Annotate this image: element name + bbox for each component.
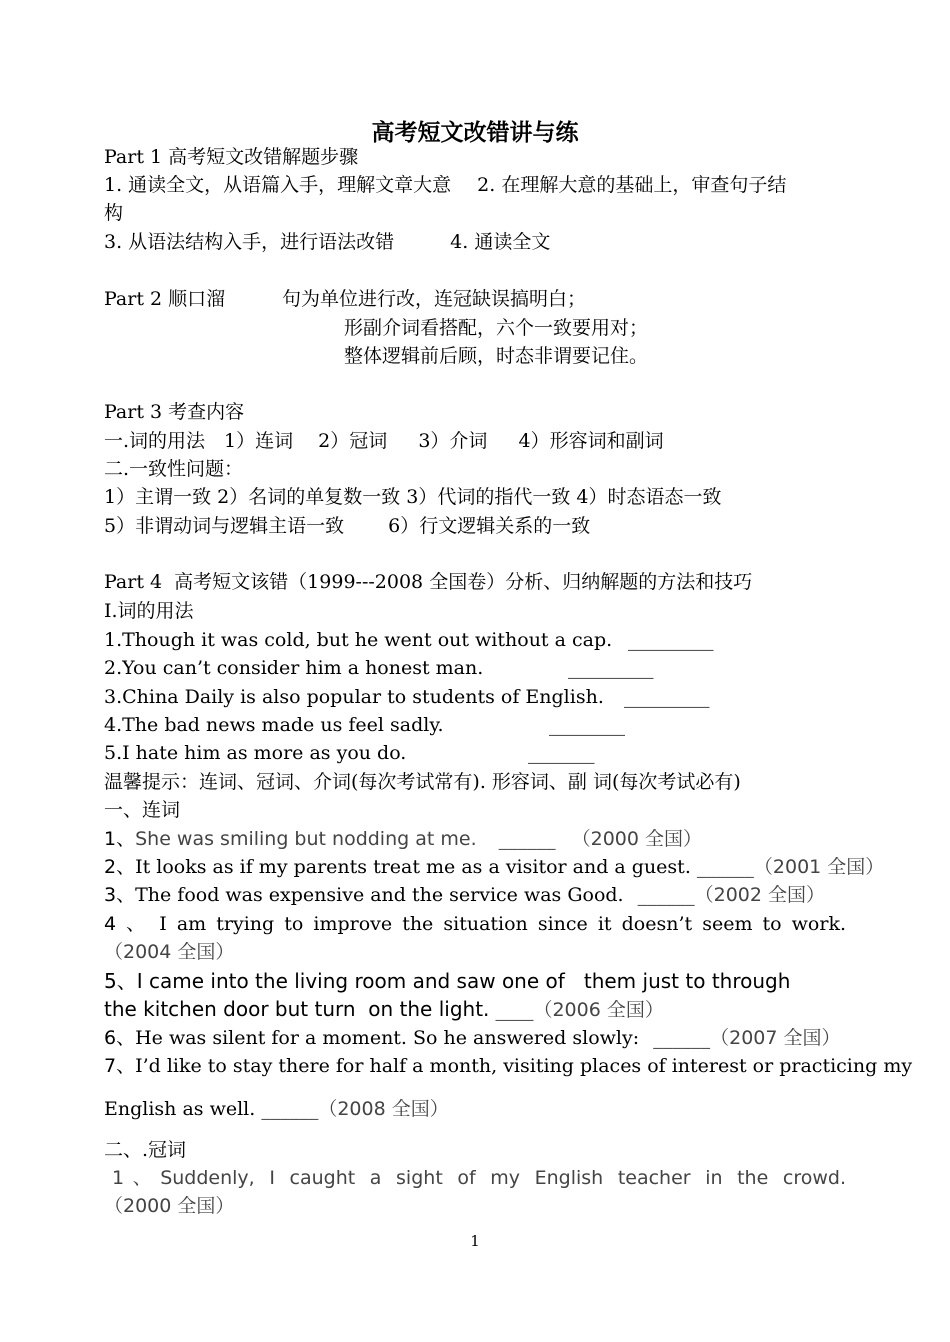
article-q1-number: 1、 xyxy=(112,1167,161,1189)
q1-year: （2000 全国） xyxy=(571,828,703,850)
exercise-sentence: 3.China Daily is also popular to students of English. xyxy=(104,686,604,708)
conjunction-q3 xyxy=(104,881,825,909)
q5-number: 5、 xyxy=(104,969,137,993)
part1-step4: 4. 通读全文 xyxy=(450,231,551,253)
conjunction-q2 xyxy=(104,853,884,881)
part4-subheading: I.词的用法 xyxy=(104,600,194,622)
q1-blank: ______ xyxy=(498,828,556,850)
tip-text: 温馨提示：连词、冠词、介词(每次考试常有). 形容词、副 词(每次考试必有) xyxy=(104,771,741,793)
q4-number: 4 、 xyxy=(104,913,150,935)
page-number: 1 xyxy=(470,1232,480,1250)
conjunction-q1 xyxy=(104,825,702,853)
exercise-item xyxy=(104,711,444,739)
conjunction-q7-continued xyxy=(104,1095,449,1123)
q1-number: 1、 xyxy=(104,828,136,850)
conjunction-heading: 一、连词 xyxy=(104,799,181,821)
q3-year: （2002 全国） xyxy=(694,884,826,906)
exercise-item xyxy=(104,626,612,654)
answer-blank: ________ xyxy=(549,714,625,736)
q2-year: （2001 全国） xyxy=(753,856,885,878)
q5-blank: ____ xyxy=(495,999,534,1021)
answer-blank: _______ xyxy=(528,742,595,764)
article-q1-year: （2000 全国） xyxy=(104,1195,235,1217)
conjunction-q6 xyxy=(104,1024,841,1052)
part1-step1: 1. 通读全文，从语篇入手，理解文章大意 xyxy=(104,174,452,196)
q5-sentence: I came into the living room and saw one of them just to through xyxy=(136,969,791,993)
q7-number: 7、 xyxy=(104,1055,136,1077)
q7-sentence-continued: English as well. xyxy=(104,1098,256,1120)
q6-blank: ______ xyxy=(653,1027,711,1049)
part1-steps-row2 xyxy=(104,228,550,256)
part1-heading: Part 1 高考短文改错解题步骤 xyxy=(104,146,359,168)
q3-blank: ______ xyxy=(637,884,695,906)
article-q1 xyxy=(112,1164,846,1192)
q7-blank: ______ xyxy=(261,1098,319,1120)
exercise-sentence: 2.You can’t consider him a honest man. xyxy=(104,657,484,679)
article-heading: 二、.冠词 xyxy=(104,1139,187,1161)
q6-sentence: He was silent for a moment. So he answered slowly: xyxy=(135,1027,640,1049)
q3-number: 3、 xyxy=(104,884,136,906)
exercise-item xyxy=(104,654,483,682)
q7-year: （2008 全国） xyxy=(318,1098,449,1120)
answer-blank: _________ xyxy=(624,686,710,708)
q6-year: （2007 全国） xyxy=(710,1027,841,1049)
part3-consistency-items1: 1）主谓一致 2）名词的单复数一致 3）代词的指代一致 4）时态语态一致 xyxy=(104,486,722,508)
conjunction-q7 xyxy=(104,1052,912,1080)
part2-rhyme-line2: 形副介词看搭配，六个一致要用对； xyxy=(344,317,649,339)
part2-rhyme-line1: 句为单位进行改，连冠缺误搞明白； xyxy=(282,288,587,310)
exercise-item xyxy=(104,683,604,711)
exercise-item xyxy=(104,739,406,767)
exercise-sentence: 1.Though it was cold, but he went out without a cap. xyxy=(104,629,613,651)
q4-year: （2004 全国） xyxy=(104,941,235,963)
part1-steps-row1 xyxy=(104,171,786,199)
exercise-sentence: 4.The bad news made us feel sadly. xyxy=(104,714,444,736)
part2-rhyme-line3: 整体逻辑前后顾，时态非谓要记住。 xyxy=(344,345,649,367)
answer-blank: _________ xyxy=(568,657,654,679)
q6-number: 6、 xyxy=(104,1027,136,1049)
conjunction-q5 xyxy=(104,967,790,995)
part3-heading: Part 3 考查内容 xyxy=(104,401,245,423)
q2-blank: ______ xyxy=(696,856,754,878)
q5-sentence-continued: the kitchen door but turn on the light. xyxy=(104,997,490,1021)
conjunction-q5-continued xyxy=(104,995,664,1024)
part2-heading: Part 2 顺口溜 xyxy=(104,288,226,310)
part1-step3: 3. 从语法结构入手，进行语法改错 xyxy=(104,231,395,253)
part3-word-usage: 一.词的用法 1）连词 2）冠词 3）介词 4）形容词和副词 xyxy=(104,430,664,452)
exercise-sentence: 5.I hate him as more as you do. xyxy=(104,742,407,764)
page-title: 高考短文改错讲与练 xyxy=(371,119,579,146)
part3-consistency-items2: 5）非谓动词与逻辑主语一致 6）行文逻辑关系的一致 xyxy=(104,515,591,537)
part4-heading: Part 4 高考短文该错（1999---2008 全国卷）分析、归纳解题的方法和技巧 xyxy=(104,571,753,593)
q1-sentence: She was smiling but nodding at me. xyxy=(135,828,477,850)
conjunction-q4 xyxy=(104,910,846,938)
part1-step2-continued: 构 xyxy=(104,202,124,224)
part1-step2: 2. 在理解大意的基础上，审查句子结 xyxy=(477,174,787,196)
q4-sentence: I am trying to improve the situation since it doesn’t seem to work. xyxy=(159,913,847,935)
q3-sentence: The food was expensive and the service was Good. xyxy=(135,884,624,906)
answer-blank: _________ xyxy=(628,629,714,651)
part3-consistency-heading: 二.一致性问题： xyxy=(104,458,244,480)
q2-number: 2、 xyxy=(104,856,136,878)
q7-sentence: I’d like to stay there for half a month, visiting places of interest or practicing my xyxy=(135,1055,913,1077)
q5-year: （2006 全国） xyxy=(533,999,664,1021)
q2-sentence: It looks as if my parents treat me as a visitor and a guest. xyxy=(135,856,691,878)
article-q1-sentence: Suddenly, I caught a sight of my English teacher in the crowd. xyxy=(160,1167,846,1189)
